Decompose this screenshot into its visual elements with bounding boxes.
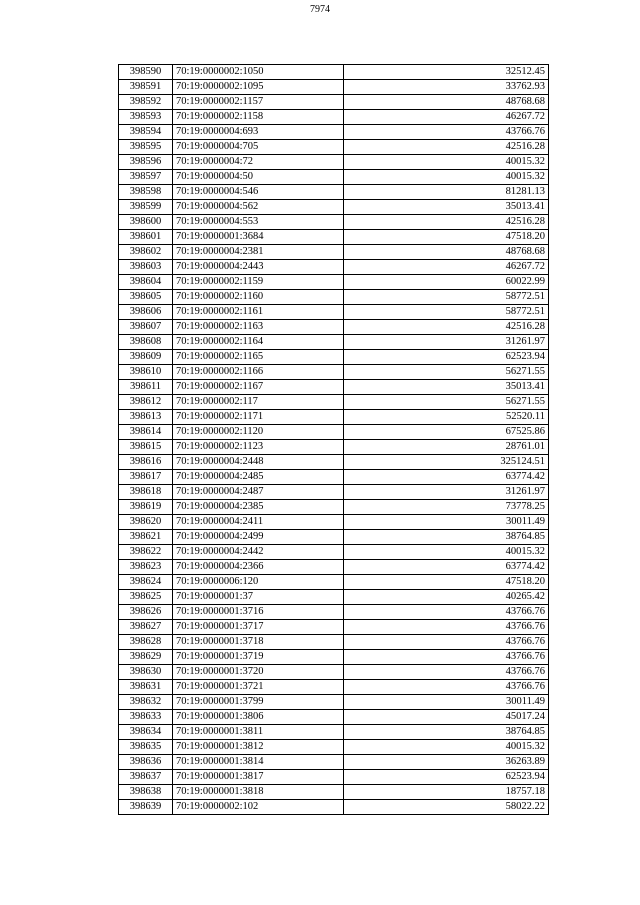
cadastral-number-cell: 70:19:0000004:2411 xyxy=(173,515,344,530)
cadastral-number-cell: 70:19:0000001:3721 xyxy=(173,680,344,695)
cadastral-value-cell: 35013.41 xyxy=(344,380,549,395)
cadastral-number-cell: 70:19:0000004:2366 xyxy=(173,560,344,575)
table-row xyxy=(119,725,549,740)
row-number-cell: 398636 xyxy=(119,755,173,770)
cadastral-value-cell: 30011.49 xyxy=(344,515,549,530)
row-number-cell: 398608 xyxy=(119,335,173,350)
table-row xyxy=(119,140,549,155)
cadastral-number-cell: 70:19:0000002:1050 xyxy=(173,65,344,80)
table-row xyxy=(119,290,549,305)
cadastral-number-cell: 70:19:0000002:1123 xyxy=(173,440,344,455)
cadastral-number-cell: 70:19:0000001:3716 xyxy=(173,605,344,620)
cadastral-value-cell: 58772.51 xyxy=(344,290,549,305)
cadastral-number-cell: 70:19:0000002:117 xyxy=(173,395,344,410)
table-row xyxy=(119,110,549,125)
row-number-cell: 398590 xyxy=(119,65,173,80)
table-row xyxy=(119,365,549,380)
row-number-cell: 398620 xyxy=(119,515,173,530)
table-row xyxy=(119,620,549,635)
row-number-cell: 398615 xyxy=(119,440,173,455)
cadastral-value-cell: 63774.42 xyxy=(344,470,549,485)
table-row xyxy=(119,275,549,290)
table-row xyxy=(119,65,549,80)
cadastral-value-cell: 46267.72 xyxy=(344,260,549,275)
cadastral-value-cell: 47518.20 xyxy=(344,230,549,245)
row-number-cell: 398632 xyxy=(119,695,173,710)
row-number-cell: 398597 xyxy=(119,170,173,185)
cadastral-value-cell: 73778.25 xyxy=(344,500,549,515)
row-number-cell: 398593 xyxy=(119,110,173,125)
cadastral-value-cell: 18757.18 xyxy=(344,785,549,800)
table-row xyxy=(119,95,549,110)
cadastral-number-cell: 70:19:0000002:1120 xyxy=(173,425,344,440)
table-row xyxy=(119,500,549,515)
cadastral-value-cell: 43766.76 xyxy=(344,635,549,650)
row-number-cell: 398621 xyxy=(119,530,173,545)
cadastral-number-cell: 70:19:0000001:3817 xyxy=(173,770,344,785)
cadastral-number-cell: 70:19:0000002:1165 xyxy=(173,350,344,365)
cadastral-value-cell: 43766.76 xyxy=(344,650,549,665)
cadastral-value-cell: 58022.22 xyxy=(344,800,549,815)
cadastral-value-cell: 31261.97 xyxy=(344,335,549,350)
row-number-cell: 398606 xyxy=(119,305,173,320)
cadastral-value-cell: 42516.28 xyxy=(344,320,549,335)
cadastral-number-cell: 70:19:0000002:1160 xyxy=(173,290,344,305)
row-number-cell: 398619 xyxy=(119,500,173,515)
table-row xyxy=(119,545,549,560)
cadastral-value-cell: 43766.76 xyxy=(344,605,549,620)
page-number: 7974 xyxy=(310,4,330,15)
table-row xyxy=(119,665,549,680)
table-row xyxy=(119,185,549,200)
cadastral-number-cell: 70:19:0000001:3814 xyxy=(173,755,344,770)
cadastral-number-cell: 70:19:0000001:3720 xyxy=(173,665,344,680)
table-row xyxy=(119,530,549,545)
cadastral-value-cell: 45017.24 xyxy=(344,710,549,725)
cadastral-value-cell: 43766.76 xyxy=(344,680,549,695)
cadastral-value-cell: 46267.72 xyxy=(344,110,549,125)
table-row xyxy=(119,320,549,335)
row-number-cell: 398594 xyxy=(119,125,173,140)
row-number-cell: 398638 xyxy=(119,785,173,800)
cadastral-value-cell: 40015.32 xyxy=(344,545,549,560)
table-row xyxy=(119,125,549,140)
cadastral-value-cell: 60022.99 xyxy=(344,275,549,290)
cadastral-value-cell: 28761.01 xyxy=(344,440,549,455)
row-number-cell: 398623 xyxy=(119,560,173,575)
table-row xyxy=(119,410,549,425)
cadastral-number-cell: 70:19:0000004:2487 xyxy=(173,485,344,500)
cadastral-value-cell: 42516.28 xyxy=(344,140,549,155)
cadastral-value-cell: 63774.42 xyxy=(344,560,549,575)
table-row xyxy=(119,650,549,665)
row-number-cell: 398592 xyxy=(119,95,173,110)
row-number-cell: 398596 xyxy=(119,155,173,170)
table-row xyxy=(119,755,549,770)
row-number-cell: 398634 xyxy=(119,725,173,740)
table-row xyxy=(119,455,549,470)
cadastral-number-cell: 70:19:0000004:2448 xyxy=(173,455,344,470)
cadastral-number-cell: 70:19:0000004:2443 xyxy=(173,260,344,275)
table-row xyxy=(119,200,549,215)
table-row xyxy=(119,800,549,815)
cadastral-value-cell: 30011.49 xyxy=(344,695,549,710)
row-number-cell: 398598 xyxy=(119,185,173,200)
table-row xyxy=(119,515,549,530)
cadastral-number-cell: 70:19:0000004:553 xyxy=(173,215,344,230)
cadastral-value-cell: 38764.85 xyxy=(344,725,549,740)
cadastral-value-cell: 56271.55 xyxy=(344,395,549,410)
row-number-cell: 398614 xyxy=(119,425,173,440)
table-row xyxy=(119,485,549,500)
row-number-cell: 398635 xyxy=(119,740,173,755)
table-row xyxy=(119,470,549,485)
cadastral-value-cell: 32512.45 xyxy=(344,65,549,80)
table-row xyxy=(119,740,549,755)
cadastral-value-cell: 36263.89 xyxy=(344,755,549,770)
table-row xyxy=(119,575,549,590)
table-row xyxy=(119,710,549,725)
cadastral-value-cell: 56271.55 xyxy=(344,365,549,380)
table-row xyxy=(119,695,549,710)
row-number-cell: 398612 xyxy=(119,395,173,410)
row-number-cell: 398617 xyxy=(119,470,173,485)
cadastral-number-cell: 70:19:0000004:562 xyxy=(173,200,344,215)
row-number-cell: 398609 xyxy=(119,350,173,365)
cadastral-value-cell: 62523.94 xyxy=(344,350,549,365)
table-row xyxy=(119,170,549,185)
cadastral-number-cell: 70:19:0000001:3811 xyxy=(173,725,344,740)
cadastral-value-cell: 31261.97 xyxy=(344,485,549,500)
cadastral-value-cell: 40015.32 xyxy=(344,740,549,755)
row-number-cell: 398627 xyxy=(119,620,173,635)
cadastral-value-cell: 42516.28 xyxy=(344,215,549,230)
cadastral-number-cell: 70:19:0000002:1159 xyxy=(173,275,344,290)
cadastral-value-cell: 58772.51 xyxy=(344,305,549,320)
table-row xyxy=(119,380,549,395)
cadastral-number-cell: 70:19:0000004:2442 xyxy=(173,545,344,560)
table-row xyxy=(119,350,549,365)
row-number-cell: 398616 xyxy=(119,455,173,470)
cadastral-number-cell: 70:19:0000004:2385 xyxy=(173,500,344,515)
row-number-cell: 398599 xyxy=(119,200,173,215)
row-number-cell: 398600 xyxy=(119,215,173,230)
cadastral-value-cell: 40015.32 xyxy=(344,155,549,170)
cadastral-number-cell: 70:19:0000004:705 xyxy=(173,140,344,155)
cadastral-value-cell: 67525.86 xyxy=(344,425,549,440)
cadastral-value-cell: 47518.20 xyxy=(344,575,549,590)
cadastral-value-cell: 43766.76 xyxy=(344,665,549,680)
row-number-cell: 398611 xyxy=(119,380,173,395)
cadastral-number-cell: 70:19:0000001:37 xyxy=(173,590,344,605)
row-number-cell: 398626 xyxy=(119,605,173,620)
cadastral-number-cell: 70:19:0000001:3684 xyxy=(173,230,344,245)
row-number-cell: 398624 xyxy=(119,575,173,590)
cadastral-number-cell: 70:19:0000001:3717 xyxy=(173,620,344,635)
table-row xyxy=(119,680,549,695)
cadastral-value-cell: 52520.11 xyxy=(344,410,549,425)
row-number-cell: 398628 xyxy=(119,635,173,650)
cadastral-number-cell: 70:19:0000004:50 xyxy=(173,170,344,185)
cadastral-value-cell: 38764.85 xyxy=(344,530,549,545)
row-number-cell: 398631 xyxy=(119,680,173,695)
cadastral-value-cell: 325124.51 xyxy=(344,455,549,470)
table-row xyxy=(119,605,549,620)
cadastral-number-cell: 70:19:0000004:2485 xyxy=(173,470,344,485)
row-number-cell: 398603 xyxy=(119,260,173,275)
row-number-cell: 398605 xyxy=(119,290,173,305)
cadastral-number-cell: 70:19:0000001:3812 xyxy=(173,740,344,755)
cadastral-number-cell: 70:19:0000001:3718 xyxy=(173,635,344,650)
cadastral-value-cell: 81281.13 xyxy=(344,185,549,200)
cadastral-number-cell: 70:19:0000002:1161 xyxy=(173,305,344,320)
row-number-cell: 398622 xyxy=(119,545,173,560)
table-row xyxy=(119,560,549,575)
cadastral-number-cell: 70:19:0000002:1163 xyxy=(173,320,344,335)
cadastral-value-cell: 33762.93 xyxy=(344,80,549,95)
table-row xyxy=(119,395,549,410)
row-number-cell: 398601 xyxy=(119,230,173,245)
row-number-cell: 398637 xyxy=(119,770,173,785)
row-number-cell: 398613 xyxy=(119,410,173,425)
cadastral-number-cell: 70:19:0000004:2381 xyxy=(173,245,344,260)
table-row xyxy=(119,305,549,320)
cadastral-number-cell: 70:19:0000002:1095 xyxy=(173,80,344,95)
cadastral-number-cell: 70:19:0000001:3806 xyxy=(173,710,344,725)
table-row xyxy=(119,155,549,170)
row-number-cell: 398591 xyxy=(119,80,173,95)
table-row xyxy=(119,785,549,800)
row-number-cell: 398633 xyxy=(119,710,173,725)
table-row xyxy=(119,770,549,785)
table-row xyxy=(119,590,549,605)
row-number-cell: 398639 xyxy=(119,800,173,815)
cadastral-value-cell: 40265.42 xyxy=(344,590,549,605)
cadastral-number-cell: 70:19:0000001:3799 xyxy=(173,695,344,710)
cadastral-number-cell: 70:19:0000002:1171 xyxy=(173,410,344,425)
cadastral-number-cell: 70:19:0000002:1166 xyxy=(173,365,344,380)
cadastral-value-cell: 48768.68 xyxy=(344,95,549,110)
cadastral-number-cell: 70:19:0000002:1157 xyxy=(173,95,344,110)
cadastral-number-cell: 70:19:0000004:546 xyxy=(173,185,344,200)
row-number-cell: 398629 xyxy=(119,650,173,665)
table-row xyxy=(119,425,549,440)
cadastral-value-table xyxy=(118,64,549,815)
table-row xyxy=(119,80,549,95)
row-number-cell: 398604 xyxy=(119,275,173,290)
row-number-cell: 398595 xyxy=(119,140,173,155)
row-number-cell: 398610 xyxy=(119,365,173,380)
cadastral-value-cell: 48768.68 xyxy=(344,245,549,260)
cadastral-number-cell: 70:19:0000004:72 xyxy=(173,155,344,170)
row-number-cell: 398607 xyxy=(119,320,173,335)
table-row xyxy=(119,440,549,455)
table-row xyxy=(119,230,549,245)
cadastral-number-cell: 70:19:0000001:3818 xyxy=(173,785,344,800)
cadastral-number-cell: 70:19:0000006:120 xyxy=(173,575,344,590)
cadastral-number-cell: 70:19:0000002:1167 xyxy=(173,380,344,395)
cadastral-value-cell: 35013.41 xyxy=(344,200,549,215)
cadastral-number-cell: 70:19:0000002:1164 xyxy=(173,335,344,350)
row-number-cell: 398618 xyxy=(119,485,173,500)
table-row xyxy=(119,335,549,350)
table-row xyxy=(119,260,549,275)
cadastral-value-cell: 43766.76 xyxy=(344,125,549,140)
cadastral-number-cell: 70:19:0000004:693 xyxy=(173,125,344,140)
row-number-cell: 398625 xyxy=(119,590,173,605)
cadastral-number-cell: 70:19:0000002:102 xyxy=(173,800,344,815)
cadastral-value-cell: 43766.76 xyxy=(344,620,549,635)
row-number-cell: 398602 xyxy=(119,245,173,260)
row-number-cell: 398630 xyxy=(119,665,173,680)
table-row xyxy=(119,245,549,260)
table-row xyxy=(119,635,549,650)
table-body xyxy=(119,65,549,815)
cadastral-value-cell: 62523.94 xyxy=(344,770,549,785)
cadastral-number-cell: 70:19:0000002:1158 xyxy=(173,110,344,125)
cadastral-number-cell: 70:19:0000001:3719 xyxy=(173,650,344,665)
cadastral-number-cell: 70:19:0000004:2499 xyxy=(173,530,344,545)
table-row xyxy=(119,215,549,230)
cadastral-value-cell: 40015.32 xyxy=(344,170,549,185)
